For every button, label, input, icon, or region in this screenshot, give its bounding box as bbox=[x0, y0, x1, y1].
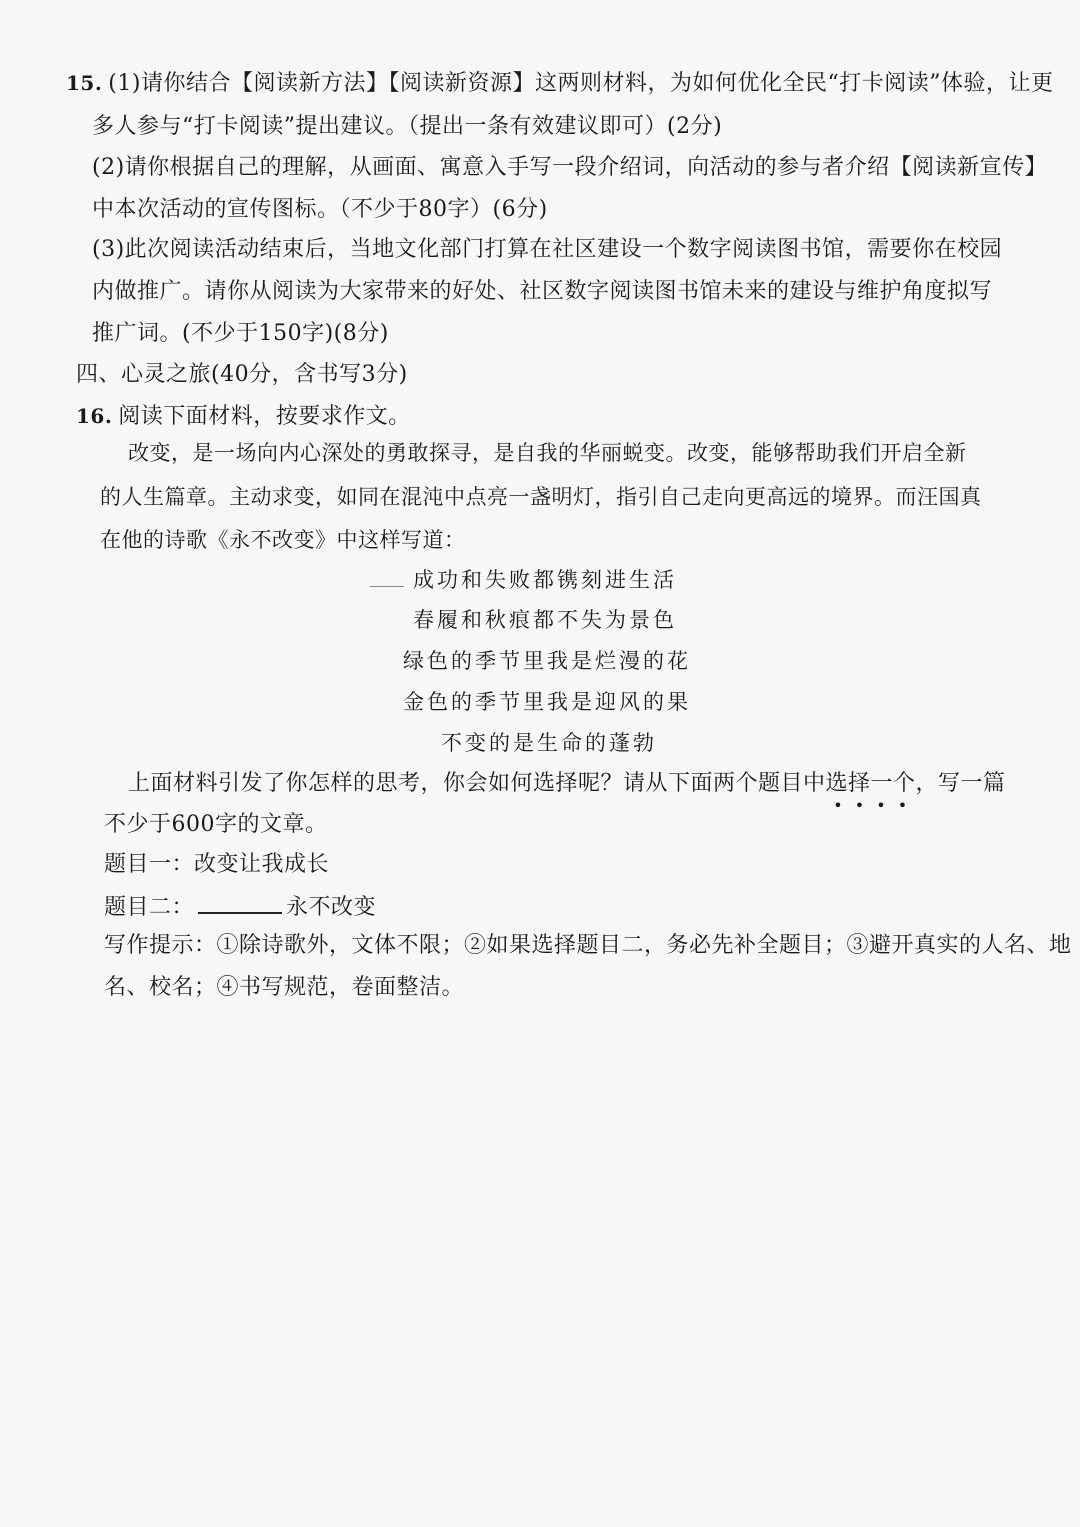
q16-task-text-b: ，写一篇 bbox=[915, 771, 1006, 796]
q16-material-line-3: 在他的诗歌《永不改变》中这样写道： bbox=[100, 528, 466, 552]
title-blank-line bbox=[198, 890, 282, 914]
q16-title-option-1: 题目一：改变让我成长 bbox=[104, 852, 330, 877]
emphasis-dots-icon: • • • • bbox=[833, 796, 908, 815]
poem-line: 金色的季节里我是迎风的果 bbox=[403, 690, 691, 714]
q15-part1-text-a: (1)请你结合【阅读新方法】【阅读新资源】这两则材料，为如何优化全民“打卡阅读”体验，让更 bbox=[108, 71, 1054, 96]
q15-part2-text-a: (2)请你根据自己的理解，从画面、寓意入手写一段介绍词，向活动的参与者介绍【阅读新宣传】 bbox=[92, 155, 1048, 180]
q15-part3-text-a: (3)此次阅读活动结束后，当地文化部门打算在社区建设一个数字阅读图书馆，需要你在校园 bbox=[92, 237, 1003, 262]
q16-task-text-a: 上面材料引发了你怎样的思考，你会如何选择呢？请从下面两个题目中 bbox=[128, 771, 826, 796]
q15-line-1 bbox=[66, 68, 1053, 99]
q16-prompt: 阅读下面材料，按要求作文。 bbox=[118, 404, 411, 429]
poem-line: 不变的是生命的蓬勃 bbox=[441, 731, 657, 755]
q16-material-line-2: 的人生篇章。主动求变，如同在混沌中点亮一盏明灯，指引自己走向更高远的境界。而汪国真 bbox=[100, 485, 982, 509]
emphasis-dotted-text bbox=[825, 769, 916, 815]
poem-line: 春履和秋痕都不失为景色 bbox=[413, 608, 677, 632]
q16-tips-line-2: 名、校名；④书写规范，卷面整洁。 bbox=[104, 975, 465, 1000]
q15-part3-text-c: 推广词。(不少于150字)(8分) bbox=[92, 321, 389, 346]
q16-material-line-1: 改变，是一场向内心深处的勇敢探寻，是自我的华丽蜕变。改变，能够帮助我们开启全新 bbox=[128, 441, 967, 465]
title-2-label: 题目二： bbox=[104, 895, 195, 920]
q16-task-line-1 bbox=[128, 769, 1006, 815]
poem-line: 成功和失败都镌刻进生活 bbox=[413, 568, 677, 592]
q16-number: 16. bbox=[76, 404, 113, 428]
q16-line-1 bbox=[76, 401, 411, 432]
scan-rule-mark bbox=[370, 586, 404, 587]
q16-title-option-2 bbox=[104, 890, 376, 923]
poem-line: 绿色的季节里我是烂漫的花 bbox=[403, 649, 691, 673]
q16-task-line-2: 不少于600字的文章。 bbox=[104, 812, 328, 837]
title-2-rest: 永不改变 bbox=[286, 895, 377, 920]
q15-part3-text-b: 内做推广。请你从阅读为大家带来的好处、社区数字阅读图书馆未来的建设与维护角度拟写 bbox=[92, 279, 993, 304]
emphasis-text: 选择一个 bbox=[825, 771, 916, 796]
section4-heading: 四、心灵之旅(40分，含书写3分) bbox=[76, 362, 408, 387]
q15-number: 15. bbox=[66, 71, 103, 95]
q16-tips-line-1: 写作提示：①除诗歌外，文体不限；②如果选择题目二，务必先补全题目；③避开真实的人名、地 bbox=[104, 933, 1072, 958]
q15-part1-text-b: 多人参与“打卡阅读”提出建议。（提出一条有效建议即可）(2分) bbox=[92, 114, 723, 139]
q15-part2-text-b: 中本次活动的宣传图标。（不少于80字）(6分) bbox=[92, 197, 548, 222]
